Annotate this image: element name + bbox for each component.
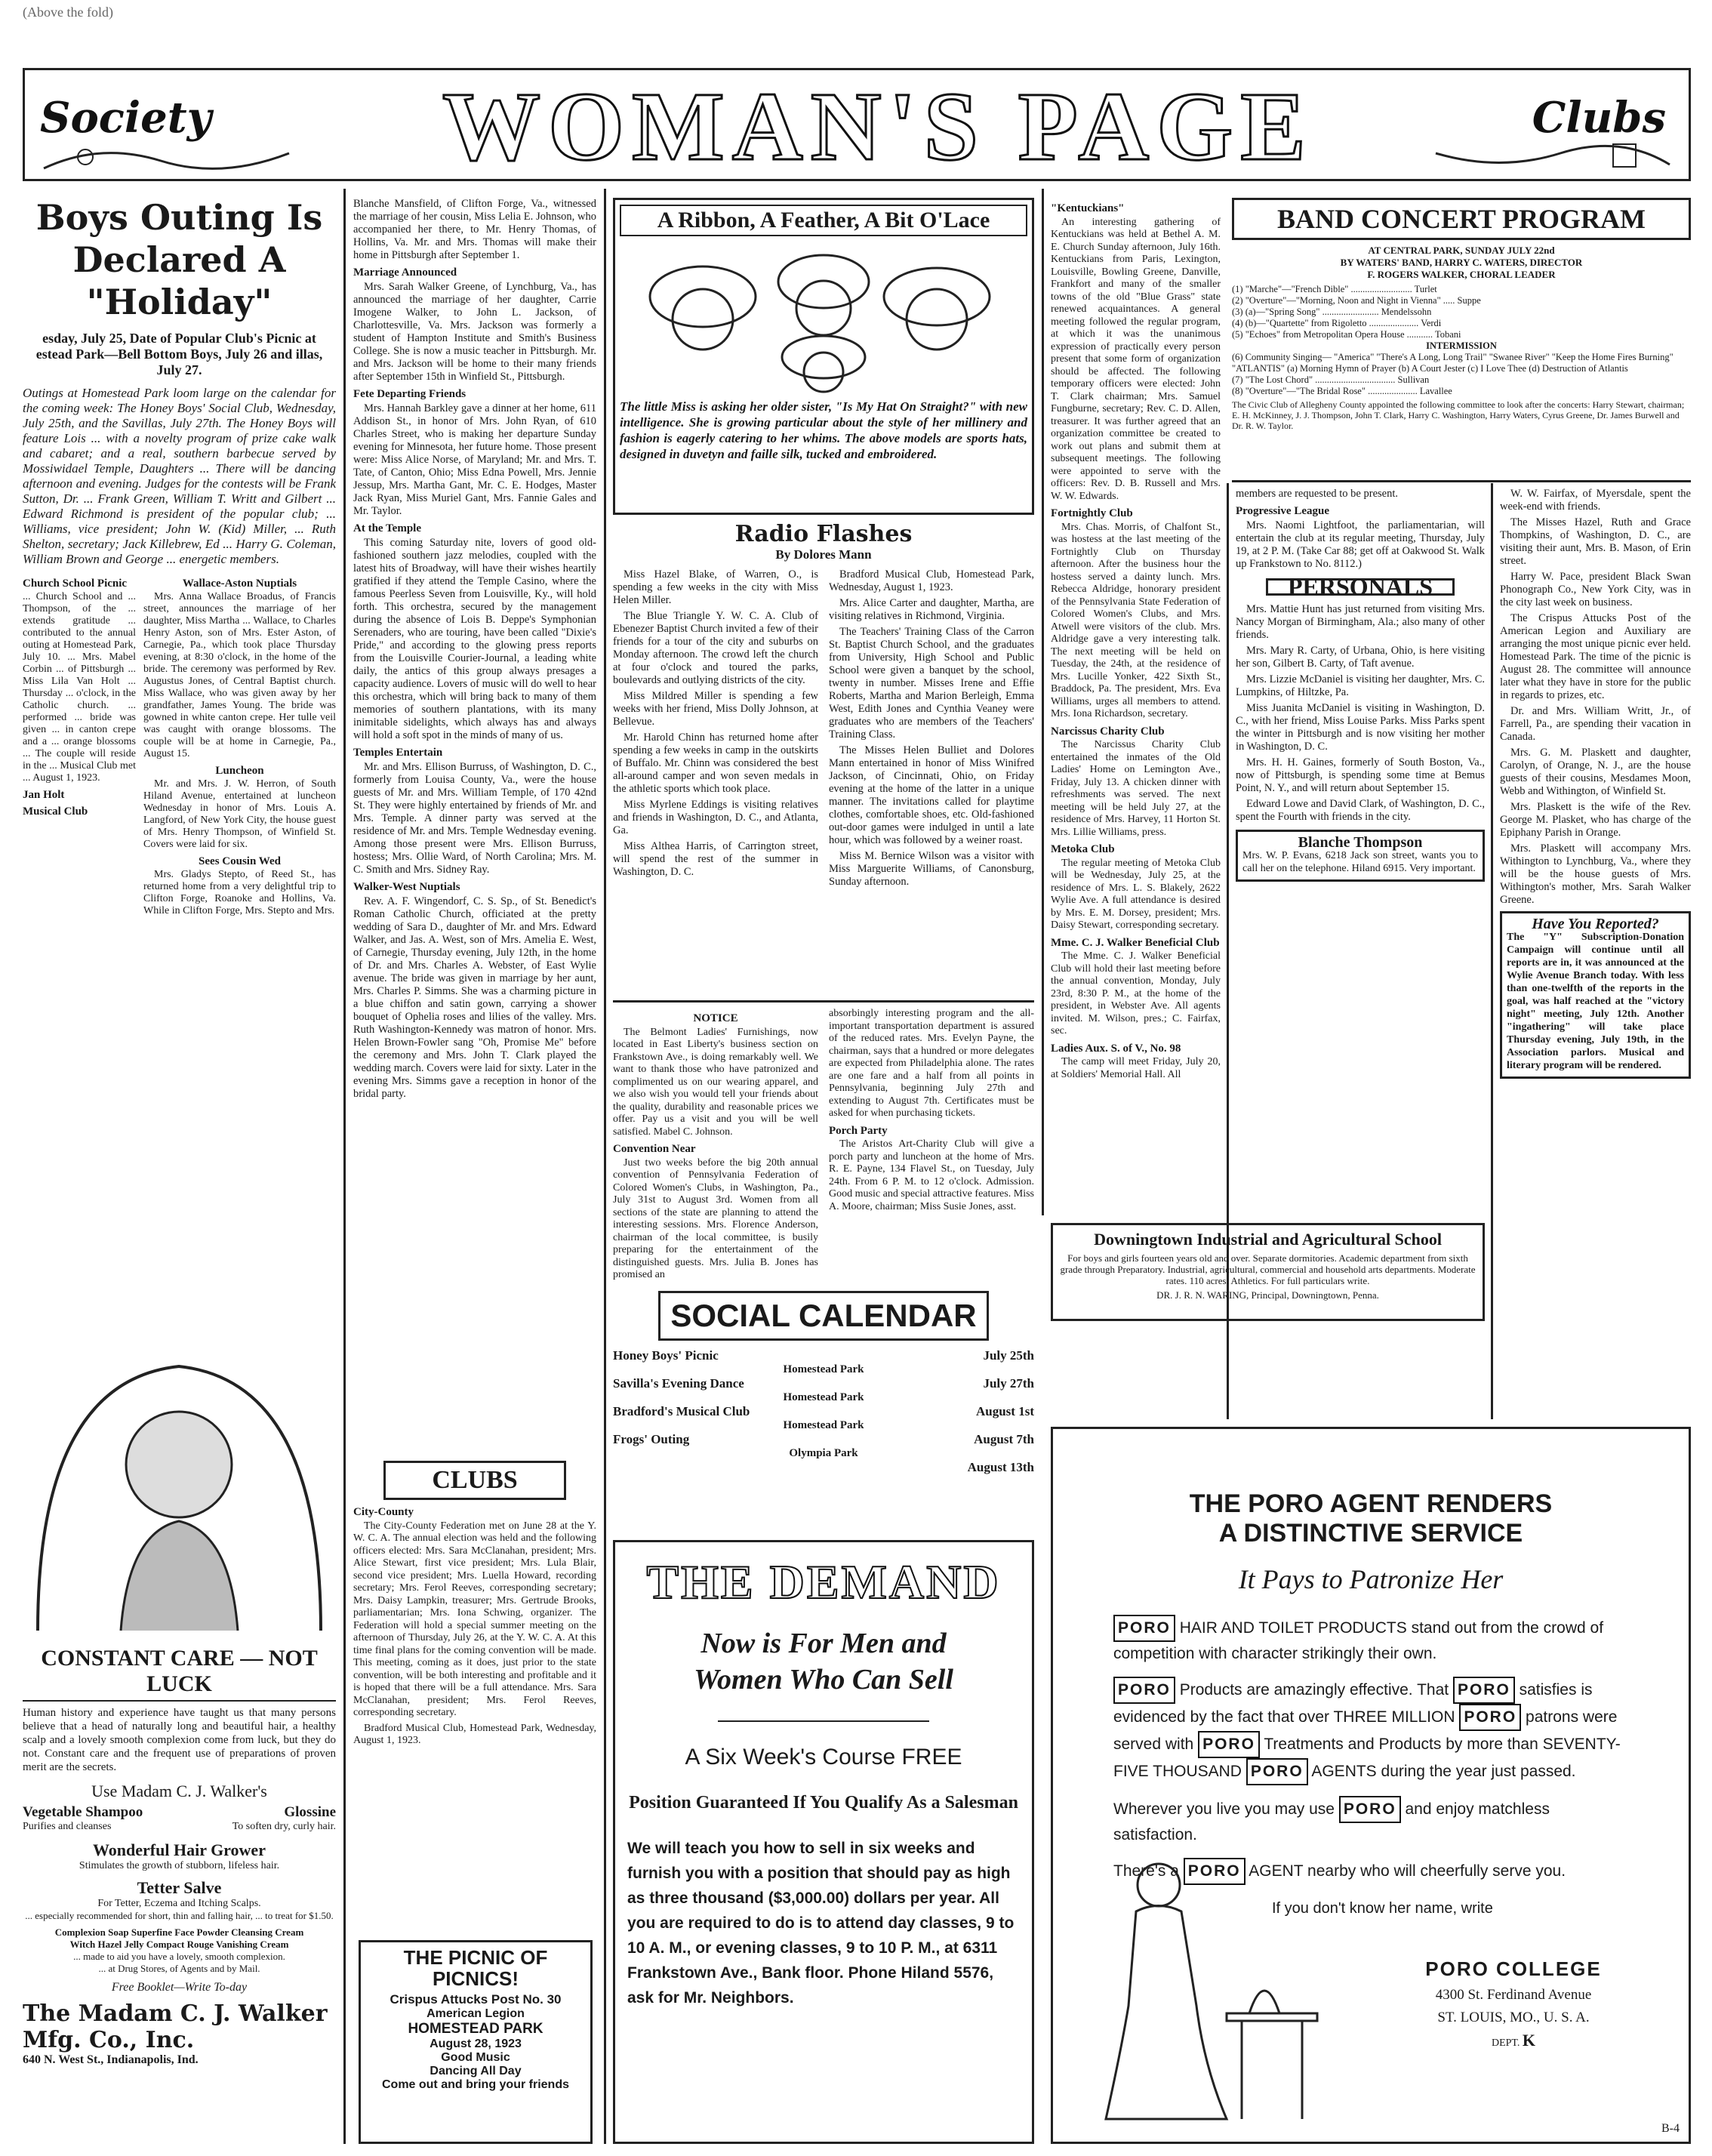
poro-headline: A DISTINCTIVE SERVICE (1218, 1519, 1523, 1548)
walker-ad (23, 1646, 336, 2144)
personals-column-2 (1500, 488, 1691, 1416)
girls-hats-illustration (620, 236, 1027, 395)
product-list: Witch Hazel Jelly Compact Rouge Vanishing Cream (69, 1939, 289, 1950)
subhead: Porch Party (829, 1124, 888, 1137)
ribbon-feature (613, 198, 1034, 515)
demand-guarantee: Position Guaranteed If You Qualify As a Salesman (629, 1793, 1018, 1813)
demand-course: A Six Week's Course FREE (685, 1745, 962, 1769)
masthead-decoration-left (40, 138, 297, 176)
radio-item: Bradford Musical Club, Homestead Park, Wednesday, August 1, 1923. (829, 568, 1034, 593)
poro-ad (1051, 1427, 1691, 2144)
masthead-clubs: Clubs (1532, 93, 1666, 143)
article-deck: esday, July 25, Date of Popular Club's Picnic at estead Park—Bell Bottom Boys, July 26 and illas, July 27. (35, 331, 323, 377)
feature-title: A Ribbon, A Feather, A Bit O'Lace (620, 205, 1027, 236)
calendar-place: Olympia Park (789, 1447, 858, 1459)
picnic-line: Crispus Attucks Post No. 30 (390, 1992, 562, 2007)
product-desc: Purifies and cleanses (23, 1821, 112, 1832)
subhead: Sees Cousin Wed (199, 855, 281, 867)
personal-item: Mrs. Lizzie McDaniel is visiting her daughter, Mrs. C. Lumpkins, of Hiltzke, Pa. (1236, 673, 1485, 698)
woman-portrait-icon (23, 1351, 336, 1638)
calendar-row: Savilla's Evening Dance July 27th (613, 1376, 1034, 1391)
radio-item: The Misses Helen Bulliet and Dolores Mann entertained in honor of Miss Winifred Jackson, of Cincinnati, Ohio, on Friday evening at the home of the latter in a unique manner. The invitations called for playtime clothes, comfortable shoes, etc. Old-fashioned out-door games were indulged in until a late hour, which was followed by a weiner roast. (829, 744, 1034, 846)
demand-title: THE DEMAND (646, 1555, 1001, 1609)
article-body: Rev. A. F. Wingendorf, C. S. Sp., of St. Benedict's Roman Catholic Church, officiated at the pretty wedding of Sara D., daughter of Mr. and Mrs. Edward Walker, and Jas. A. West, son of Mrs. Amelia E. West, of Carnegie, Thursday evening, July 12th, in the home of Dr. and Mrs. Charles A. Webster, of East Wylie avenue. The bride was given in marriage by her aunt, Mrs. Charles P. Simms. She was a charming picture in a blue chiffon and satin gown, carrying a shower bouquet of Ophelia roses and lilies of the valley. Mrs. Ruth Washington-Kennedy was matron of honor. Mrs. Helen Brown-Fowler sang "Oh, Promise Me" before the ceremony and Mrs. John T. Clark played the wedding march. Covers were laid for sixty. Later in the evening Mrs. Simms gave a reception in honor of the bridal party. (353, 895, 596, 1100)
subhead: Walker-West Nuptials (353, 881, 460, 893)
subhead: Jan Holt (23, 789, 65, 801)
radio-flashes (613, 521, 1034, 996)
blanche-title: Blanche Thompson (1298, 834, 1423, 851)
personal-item: Mrs. G. M. Plaskett and daughter, Carolyn, of Orange, N. J., are the house guests of their cousins, Mesdames Moon, Webb and Withington, of Winfield St. (1500, 747, 1691, 797)
ad-note: ... at Drug Stores, of Agents and by Mail. (98, 1963, 260, 1974)
radio-item: Miss Hazel Blake, of Warren, O., is spending a few weeks in the city with Miss Helen Miller. (613, 568, 818, 606)
article-body: The camp will meet Friday, July 20, at Soldiers' Memorial Hall. All (1051, 1056, 1221, 1080)
picnic-line: August 28, 1923 (430, 2037, 522, 2050)
column-rule (604, 189, 606, 2144)
article-body: ... Church School and ... Thompson, of the ... extends gratitude ... contributed to the annual outing at Homestead Park, July 10. ... Mrs. Mabel Corbin ... of Pittsburgh ... Miss Lila Van Holt ... Thursday ... o'clock, in the Catholic church. ... performed ... bride was given ... in canton crepe and a ... orange blossoms ... The couple will reside in the ... Musical Club met ... August 1, 1923. (23, 591, 136, 784)
radio-right (829, 568, 1034, 892)
article-body: members are requested to be present. (1236, 488, 1398, 500)
school-title: Downingtown Industrial and Agricultural School (1094, 1230, 1442, 1249)
subhead: Wallace-Aston Nuptials (182, 578, 297, 590)
section-rule (613, 1000, 1034, 1003)
poro-dept-letter: K (1522, 2031, 1536, 2050)
ad-booklet: Free Booklet—Write To-day (111, 1981, 248, 1994)
article-body: The Belmont Ladies' Furnishings, now located in East Liberty's business section on Frankstown Ave., is doing remarkably well. We want to thank those who have patronized and complimented us on our wearing apparel, and we also wish you would tell your friends about the quality, durability and reasonable prices we offer. Pay us a visit and you will be well satisfied. Mabel C. Johnson. (613, 1026, 818, 1138)
personal-item: Mrs. Plaskett is the wife of the Rev. George M. Plasket, who has charge of the Epiphany Parish in Orange. (1500, 801, 1691, 839)
personals-heading: PERSONALS (1266, 578, 1455, 596)
subhead: Ladies Aux. S. of V., No. 98 (1051, 1042, 1181, 1055)
poro-logo: PORO (1113, 1615, 1175, 1642)
article-intro: Outings at Homestead Park loom large on the calendar for the coming week: The Honey Boys' Social Club, Wednesday, July 25th, and the Savillas, July 27th. The Honey Boys will feature Lois ... with a novelty program of prize cake walk and cabaret; and a real, southern barbecue served by Mossiwidael Temple, Daughters ... There will be dancing afternoon and evening. Judges for the contests will be Frank Sutton, Dr. ... Frank Green, William T. Writt and Gilbert ... Edward Richmond is president of the popular club; ... Williams, vice president; John W. (Kid) Miller, ... Ruth Shelton, secretary; Jack Killebrew, Ed ... Harry G. Coleman, William Brown and George ... energetic members. (23, 386, 336, 566)
reported-box (1500, 911, 1691, 1079)
program-item: (1) "Marche"—"French Dible" .......................... Turlet (1232, 284, 1437, 294)
masthead (23, 68, 1691, 181)
picnic-line: HOMESTEAD PARK (408, 2021, 543, 2037)
society-column (353, 198, 596, 1458)
radio-item: Miss Althea Harris, of Carrington street, will spend the rest of the summer in Washington, D. C. (613, 840, 818, 878)
column-rule (1042, 189, 1044, 1215)
article-body: The Aristos Art-Charity Club will give a porch party and luncheon at the home of Mrs. R. E. Payne, 134 Flavel St., on Tuesday, July 24th. From 6 P. M. to 12 o'clock. Admission. Good music and special attractive features. Miss A. Moore, chairman; Miss Susie Jones, asst. (829, 1138, 1034, 1212)
personal-item: W. W. Fairfax, of Myersdale, spent the week-end with friends. (1500, 488, 1691, 513)
radio-item: Miss Myrlene Eddings is visiting relatives and friends in Washington, D. C., and Atlanta, Ga. (613, 799, 818, 836)
demand-body: We will teach you how to sell in six weeks and furnish you with a position that should pay as high as three thousand ($3,000.00) dollars per year. All you are required to do is to attend day classes, 9 to 10 A. M., or evening classes, 9 to 10 P. M., at 6311 Frankstown Ave., Bank floor. Phone Hiland 5576, ask for Mr. Neighbors. (627, 1840, 1015, 2007)
poro-college: PORO COLLEGE (1425, 1957, 1602, 1980)
poro-tagline: It Pays to Patronize Her (1238, 1564, 1504, 1594)
social-calendar (613, 1291, 1034, 1532)
picnic-line: Good Music (441, 2051, 510, 2064)
column-rule (1491, 483, 1493, 1419)
subhead: Mme. C. J. Walker Beneficial Club (1051, 936, 1220, 949)
clubs-heading: CLUBS (383, 1461, 566, 1500)
band-line: AT CENTRAL PARK, SUNDAY JULY 22nd (1368, 245, 1555, 256)
picnic-line: Come out and bring your friends (381, 2078, 569, 2091)
ad-company: The Madam C. J. Walker Mfg. Co., Inc. (23, 2000, 328, 2053)
subhead: Fete Departing Friends (353, 388, 466, 400)
poro-address: 4300 St. Ferdinand Avenue (1435, 1987, 1592, 2003)
article-body: Mrs. Naomi Lightfoot, the parliamentarian, will entertain the club at its regular meeting, Thursday, July 19, at 2 P. M. (Take Car 88; get off at Oakwood St. Walk up Frankstown to No. 8112.) (1236, 519, 1485, 570)
article-body: The City-County Federation met on June 28 at the Y. W. C. A. The annual election was held and the following officers elected: Mrs. Sara McClanahan, president; Mrs. Alice Stewart, first vice president; Mrs. Lula Blair, second vice president; Mrs. Luella Howard, recording secretary; Mrs. Ferol Reeves, corresponding secretary; Mrs. Daisy Lampkin, treasurer; Mrs. Gertrude Brooks, parliamentarian; Mrs. Iona Schwing, organizer. The Federation will hold a special summer meeting on the afternoon of Thursday, July 26, at the Y. W. C. A. At this time final plans for the coming convention will be made. This meeting, coming as it does, just prior to the state convention, will be both interesting and profitable and it is hoped that there will be a full attendance. Mrs. Sara McClanahan, president; Mrs. Ferol Reeves, corresponding secretary. (353, 1520, 596, 1718)
band-concert (1232, 198, 1691, 477)
masthead-decoration-right (1432, 138, 1674, 176)
poro-write: If you don't know her name, write (1272, 1900, 1493, 1917)
poro-logo: PORO (1339, 1796, 1401, 1823)
product-desc: To soften dry, curly hair. (232, 1821, 336, 1832)
subhead: Marriage Announced (353, 266, 457, 279)
subhead: "Kentuckians" (1051, 202, 1125, 214)
feature-caption: The little Miss is asking her older sister, "Is My Hat On Straight?" with new intelligence. She is growing particular about the style of her millinery and fashion is eagerly catering to her whims. The above models are sports hats, designed in duvetyn and faille silk, tucked and embroidered. (620, 399, 1027, 461)
personal-item: Edward Lowe and David Clark, of Washington, D. C., spent the Fourth with friends in the city. (1236, 798, 1485, 823)
calendar-row: August 13th (967, 1460, 1034, 1474)
personal-item: The Misses Hazel, Ruth and Grace Thompkins, of Washington, D. C., are visiting their aunt, Mrs. B. Mason, of Erin street. (1500, 516, 1691, 567)
downingtown-ad (1051, 1223, 1485, 1321)
ad-address: 640 N. West St., Indianapolis, Ind. (23, 2053, 199, 2066)
article-body: Mrs. Chas. Morris, of Chalfont St., was hostess at the last meeting of the Fortnightly Club on Thursday afternoon. After the business hour the hostess served a dainty lunch. Mrs. Rebecca Aldridge, honorary president of the Pennsylvania State Federation of Colored Women's Clubs, and Mrs. Atwell were visitors of the club. Mrs. Aldridge gave a very interesting talk. The next meeting will be held on Tuesday, the 24th, at the residence of Mrs. Lucille Yonker, 422 Sixth St., Braddock, Pa. The president, Mrs. Eva Williams, urges all members to attend. Mrs. Iona Richardson, secretary. (1051, 521, 1221, 719)
calendar-title: SOCIAL CALENDAR (658, 1291, 989, 1341)
program-item: INTERMISSION (1426, 340, 1497, 351)
poro-body: PORO Products are amazingly effective. That PORO satisfies is evidenced by the fact that over THREE MILLION PORO patrons were served with PORO Treatments and Products by more than SEVENTY-FIVE THOUSAND PORO AGENTS during the year just passed. (1113, 1677, 1628, 1785)
program-item: "ATLANTIS" (a) Morning Hymn of Prayer (b) A Court Jester (c) I Love Thee (d) Destruction of Atlantis (1232, 363, 1628, 374)
subhead: At the Temple (353, 522, 421, 534)
ad-note: ... made to aid you have a lovely, smooth complexion. (73, 1951, 285, 1962)
product-desc: For Tetter, Eczema and Itching Scalps. (97, 1898, 261, 1909)
poro-dept: DEPT. (1491, 2037, 1520, 2049)
personal-item: Mrs. Mary R. Carty, of Urbana, Ohio, is here visiting her son, Gilbert B. Carty, of Taft avenue. (1236, 645, 1485, 670)
personal-item: Dr. and Mrs. William Writt, Jr., of Farrell, Pa., are spending their vacation in Canada. (1500, 705, 1691, 743)
personal-item: Mrs. H. H. Gaines, formerly of South Boston, Va., now of Pittsburgh, is spending some time at Bemus Point, N. Y., and will return about September 15. (1236, 756, 1485, 794)
blanche-body: Mrs. W. P. Evans, 6218 Jack son street, wants you to call her on the telephone. Hiland 6915. Very important. (1242, 850, 1478, 874)
section-rule (1232, 480, 1691, 482)
subhead: Metoka Club (1051, 843, 1115, 855)
article-body: The Narcissus Charity Club entertained the inmates of the Old Ladies' Home on Lemington Ave., Friday, July 13. A chicken dinner with refreshments was served. The next meeting will be held July 27, at the residence of Mrs. Harvey, 11 Horton St. Mrs. Lillie Williams, press. (1051, 739, 1221, 838)
product-name: Tetter Salve (137, 1878, 222, 1897)
masthead-society: Society (40, 93, 212, 143)
article-body: Just two weeks before the big 20th annual convention of Pennsylvania Federation of Colored Women's Clubs, in Washington, Pa., July 31st to August 3rd. Women from all sections of the state are planning to attend the interesting sessions. Mrs. Florence Anderson, chairman of the local committee, is busily preparing for the entertainment of the distinguished guests. Mrs. Julia B. Jones has promised an (613, 1157, 818, 1280)
personal-item: The Crispus Attucks Post of the American Legion and Auxiliary are arranging the most unique picnic ever held. Homestead Park. The time of the picnic is August 28. The committee will announce later what they have in store for the public in regards to prizes, etc. (1500, 612, 1691, 701)
subhead: Convention Near (613, 1143, 696, 1155)
program-item: (4) (b)—"Quartette" from Rigoletto ..................... Verdi (1232, 318, 1442, 328)
product-name: Glossine (284, 1804, 336, 1820)
calendar-row: Honey Boys' Picnic July 25th (613, 1348, 1034, 1363)
product-name: Vegetable Shampoo (23, 1804, 143, 1820)
clubs-section (353, 1461, 596, 1929)
subhead: Luncheon (215, 765, 264, 777)
reported-title: Have You Reported? (1532, 916, 1659, 932)
subhead: Temples Entertain (353, 747, 443, 759)
program-item: (5) "Echoes" from Metropolitan Opera House ........... Tobani (1232, 329, 1461, 340)
article-body: Mrs. Sarah Walker Greene, of Lynchburg, Va., has announced the marriage of her daughter, Carrie Imogene Walker, to John L. Jackson, of Charlottesville, Va. Mrs. Jackson was formerly a student of Hampton Institute and Smith's Business College. She is now a music teacher in Pittsburgh. Mr. and Mrs. Jackson will be home to their many friends after September 15th in Winfield St., Pittsburgh. (353, 281, 596, 383)
article-body: Bradford Musical Club, Homestead Park, Wednesday, August 1, 1923. (353, 1722, 596, 1746)
blanche-box (1236, 830, 1485, 882)
article-body: An interesting gathering of Kentuckians was held at Bethel A. M. E. Church Sunday afternoon, July 16th. Kentuckians from Paris, Lexington, Louisville, Bowling Greene, Danville, Frankfort and many of the smaller towns of the old "Blue Grass" state renewed acquaintances. A general meeting followed the regular program, at which it was the unanimous expression of practically every person present that some form of organization should be affected. The following temporary officers were elected: John T. Clark chairman; Mrs. Samuel Fungburne, secretary; Rev. C. D. Allen, treasurer. It was further agreed that an organization committee be created to work out plans and submit them at subsequent meetings. The following were appointed to serve with the officers: Rev. D. B. Russell and Mrs. W. W. Edwards. (1051, 216, 1221, 502)
band-title: BAND CONCERT PROGRAM (1232, 198, 1691, 240)
subhead: Progressive League (1236, 505, 1330, 517)
column-rule (343, 189, 346, 2144)
poro-address: ST. LOUIS, MO., U. S. A. (1437, 2010, 1590, 2025)
poro-logo: PORO (1246, 1758, 1308, 1785)
calendar-row: Bradford's Musical Club August 1st (613, 1404, 1034, 1418)
program-footer: The Civic Club of Allegheny County appointed the following committee to look after the concerts: Harry Stewart, chairman; E. H. McKinney, J. J. Thompson, John T. Clark, Harry C. Washington, Harry Waters, Cyrus Greene, Dr. James Burwell and Dr. R. W. Taylor. (1232, 399, 1685, 431)
product-list: Complexion Soap Superfine Face Powder Cleansing Cream (54, 1927, 304, 1938)
article-body: Mrs. Anna Wallace Broadus, of Francis street, announces the marriage of her daughter, Miss Martha ... Wallace, to Charles Henry Aston, son of Mrs. Ester Aston, of Carnegie, Pa., which took place Thursday evening, at 8:30 o'clock, in the home of the bride. The ceremony was performed by Rev. Augustus Jones, of Central Baptist church. Miss Wallace, who was given away by her grandfather, James Young. The bride was gowned in white canton crepe. Her tulle veil was caught with orange blossoms. The couple will be at home in Carnegie, Pa., August 15. (143, 591, 336, 759)
radio-left (613, 568, 818, 892)
radio-item: The Blue Triangle Y. W. C. A. Club of Ebenezer Baptist Church invited a few of their friends for a tour of the city and suburbs on Monday afternoon. The crowd left the church at four o'clock and toured the parks, boulevards and outlying districts of the city. (613, 610, 818, 686)
page-number: B-4 (1661, 2122, 1680, 2135)
picnic-title: THE PICNIC OF PICNICS! (403, 1946, 548, 1990)
picnic-ad (359, 1940, 593, 2144)
reported-body: The "Y" Subscription-Donation Campaign will continue until all reports are in, it was announced at the Wylie Avenue Branch today. With less than one-twelfth of the reports in the goal, was half reached at the "victory night" meeting, July 12th. Another "ingathering" will take place Thursday evening, July 19th, in the Association parlors. Musical and literary program will be rendered. (1507, 932, 1684, 1071)
radio-title: Radio Flashes (734, 521, 913, 547)
poro-logo: PORO (1113, 1677, 1175, 1704)
notice-section (613, 1008, 1034, 1287)
ad-use: Use Madam C. J. Walker's (91, 1782, 267, 1800)
program-item: (3) (a)—"Spring Song" ........................ Mendelssohn (1232, 306, 1432, 317)
subhead: Narcissus Charity Club (1051, 725, 1165, 738)
calendar-place: Homestead Park (783, 1419, 864, 1431)
personal-item: Harry W. Pace, president Black Swan Phonograph Co., New York City, was in the city last week on business. (1500, 571, 1691, 608)
top-strip: (Above the fold) (23, 5, 113, 20)
poro-logo: PORO (1198, 1731, 1260, 1758)
poro-logo: PORO (1453, 1677, 1515, 1704)
product-desc: Stimulates the growth of stubborn, lifeless hair. (79, 1860, 280, 1871)
poro-headline: THE PORO AGENT RENDERS (1189, 1489, 1553, 1518)
poro-illustration (1076, 1840, 1325, 2127)
article-body: The Mme. C. J. Walker Beneficial Club will hold their last meeting before the annual convention, Monday, July 23rd, 8:30 P. M., at the home of the president, in Webster Ave. All agents invited. M. Wilson, pres.; C. Fairfax, sec. (1051, 950, 1221, 1036)
article-body: The regular meeting of Metoka Club will be Wednesday, July 25, at the residence of Mrs. L. S. Blakely, 2622 Wylie Ave. A full attendance is desired by Mrs. E. M. Dorsey, president; Mrs. Daisy Stewart, corresponding secretary. (1051, 857, 1221, 931)
subhead: NOTICE (693, 1012, 738, 1024)
radio-item: The Teachers' Training Class of the Carron St. Baptist Church School, and the graduates from University, High School and Public School were given a banquet by the school, twenty in number. Misses Irene and Effie Roberts, Martha and Marion Berleigh, Emma West, Edith Jones and Cynthia Veaney were graduates who are members of the Teachers' Training Class. (829, 626, 1034, 741)
article-body: This coming Saturday nite, lovers of good old-fashioned southern jazz melodies, coupled with the latest hits of Broadway, will have their wishes heartily gratified if they attend the Temple Casino, where the famous Peerless Seven from Louisville, Ky., will hold forth. This orchestra, secured by the management during the absence of Lois B. Deppe's Symphonian Serenaders, who are touring, have been called "Dixie's Pride," and according to the glowing press reports from the Louisville Courier-Journal, a leading white daily, the antics of this group always presages a capacity audience. Lovers of music will do well to hear this orchestra, which will bring back to many of them memories of southern plantations, with its many inimitable sidelights, which always has and always will hold a soft spot in the minds of many of us. (353, 537, 596, 741)
personal-item: Mrs. Plaskett will accompany Mrs. Withington to Lynchburg, Va., where they will be the house guests of Mrs. Withington's mother, Mrs. Sarah Walker Greene. (1500, 842, 1691, 906)
poro-body: PORO HAIR AND TOILET PRODUCTS stand out from the crowd of competition with character strikingly their own. (1113, 1615, 1628, 1666)
ad-intro: Human history and experience have taught us that many persons believe that a head of naturally long and beautiful hair, a healthy scalp and a lovely smooth complexion come from luck, but they do not. Constant care and the frequent use of preparations of proven merit are the secrets. (23, 1707, 336, 1773)
band-line: BY WATERS' BAND, HARRY C. WATERS, DIRECTOR (1340, 257, 1583, 268)
radio-byline: By Dolores Mann (775, 547, 872, 562)
school-sign: DR. J. R. N. WARING, Principal, Downingtown, Penna. (1156, 1289, 1379, 1301)
ad-title: CONSTANT CARE — NOT LUCK (23, 1646, 336, 1702)
subhead: Church School Picnic (23, 578, 128, 590)
article-body: Mr. and Mrs. Ellison Burruss, of Washington, D. C., formerly from Louisa County, Va., were the house guests of Mr. and Mrs. William Temple, of 170 42nd St. They were highly entertained by friends of Mr. and Mrs. Temple. A dinner party was served at the residence of Mr. and Mrs. Temple Wednesday evening. Among those present were Mrs. Ellison Burruss, hostess; Mrs. Ollie Ward, of North Carolina; Mrs. M. C. Smith and Mrs. Sidney Ray. (353, 761, 596, 876)
article-body: Mr. and Mrs. J. W. Herron, of South Hiland Avenue, entertained at luncheon Wednesday in honor of Mrs. Louis A. Langford, of New York City, the house guest of Mrs. Henry Thompson, of Winfield St. Covers were laid for six. (143, 778, 336, 850)
program-item: (7) "The Lost Chord" .................................. Sullivan (1232, 374, 1430, 385)
seated-woman-icon (1076, 1840, 1325, 2127)
radio-item: Miss Mildred Miller is spending a few weeks with her friend, Miss Dolly Johnson, at Bellevue. (613, 690, 818, 728)
subhead: Fortnightly Club (1051, 507, 1133, 519)
article-body: Mrs. Hannah Barkley gave a dinner at her home, 611 Addison St., in honor of Mrs. John Ryan, of 610 Charles Street, who is making her departure Sunday evening for Minnesota, her future home. Those present were: Miss Alice Norse, of Maryland; Mr. and Mrs. T. Tate, of Canton, Ohio; Miss Edna Powell, Mrs. Jennie Jessup, Mrs. Martha Gant, Mr. C. E. Hodges, Master Jack Ryan, Miss Muriel Gant, Mrs. Fannie Gales and Mr. Taylor. (353, 402, 596, 517)
product-name: Wonderful Hair Grower (93, 1840, 266, 1859)
calendar-row: Frogs' Outing August 7th (613, 1432, 1034, 1446)
subhead: Musical Club (23, 805, 88, 818)
radio-item: Mrs. Alice Carter and daughter, Martha, are visiting relatives in Richmond, Virginia. (829, 597, 1034, 622)
poro-logo: PORO (1184, 1858, 1246, 1885)
kentuckians-column (1051, 198, 1221, 1217)
calendar-place: Homestead Park (783, 1363, 864, 1375)
personal-item: Mrs. Mattie Hunt has just returned from visiting Mrs. Nancy Morgan of Birmingham, Ala.; also many of other friends. (1236, 603, 1485, 641)
school-body: For boys and girls fourteen years old and over. Separate dormitories. Academic department from sixth grade through Preparatory. Industrial, agricultural, commercial and household arts departments. Moderate rates. 110 acres. Athletics. For full particulars write. (1060, 1252, 1476, 1286)
article-body: absorbingly interesting program and the all-important transportation department is assured of the reduced rates. Mrs. Evelyn Payne, the chairman, says that a hundred or more delegates are expected from Philadelphia alone. The rates are one fare and a half from all points in Pennsylvania, beginning July 27th and extending to August 7th. Certificates must be asked for when purchasing tickets. (829, 1008, 1034, 1119)
article-body: Blanche Mansfield, of Clifton Forge, Va., witnessed the marriage of her cousin, Miss Lelia E. Johnson, who accompanied her there, to Mr. Henry Thomas, of Hollins, Va. Mr. and Mrs. Thomas will make their home in Pittsburgh after September 1. (353, 198, 596, 261)
personals-column (1236, 488, 1485, 1190)
picnic-line: Dancing All Day (430, 2065, 522, 2077)
radio-item: Miss M. Bernice Wilson was a visitor with Miss Marguerite Williams, of Canonsburg, Sunday afternoon. (829, 850, 1034, 888)
picnic-line: American Legion (426, 2007, 525, 2020)
subhead: City-County (353, 1506, 414, 1518)
poro-body: There's a PORO AGENT nearby who will cheerfully serve you. (1113, 1858, 1628, 1885)
demand-ad (613, 1540, 1034, 2144)
program-item: (2) "Overture"—"Morning, Noon and Night in Vienna" ..... Suppe (1232, 295, 1481, 306)
band-line: F. ROGERS WALKER, CHORAL LEADER (1367, 269, 1556, 280)
radio-item: Mr. Harold Chinn has returned home after spending a few weeks in camp in the outskirts of Buffalo. Mr. Chinn was considered the best all-around camper and won seven medals in the athletic sports which took place. (613, 732, 818, 795)
article-body: Mrs. Gladys Stepto, of Reed St., has returned home from a very delightful trip to Clifton Forge, Roanoke and Hollins, Va. While in Clifton Forge, Mrs. Stepto and Mrs. (143, 869, 336, 916)
walker-illustration (23, 1351, 336, 1638)
personal-item: Miss Juanita McDaniel is visiting in Washington, D. C., with her friend, Miss Louise Parks. Miss Parks spent the winter in Pittsburgh and is now visiting her mother in Washington, D. C. (1236, 702, 1485, 753)
program-item: (8) "Overture"—"The Bridal Rose" ..................... Lavallee (1232, 386, 1452, 396)
demand-subtitle: Now is For Men and Women Who Can Sell (694, 1628, 953, 1696)
calendar-place: Homestead Park (783, 1391, 864, 1403)
poro-body: Wherever you live you may use PORO and enjoy matchless satisfaction. (1113, 1796, 1628, 1847)
poro-logo: PORO (1459, 1704, 1521, 1731)
boys-outing-article (23, 196, 336, 1344)
program-item: (6) Community Singing— "America" "There's A Long, Long Trail" "Swanee River" "Keep the Home Fires Burning" (1232, 352, 1674, 362)
page-title: WOMAN'S PAGE (442, 72, 1313, 181)
product-desc: ... especially recommended for short, thin and falling hair, ... to treat for $1.50. (25, 1910, 334, 1921)
article-headline: Boys Outing Is Declared A "Holiday" (35, 197, 323, 322)
